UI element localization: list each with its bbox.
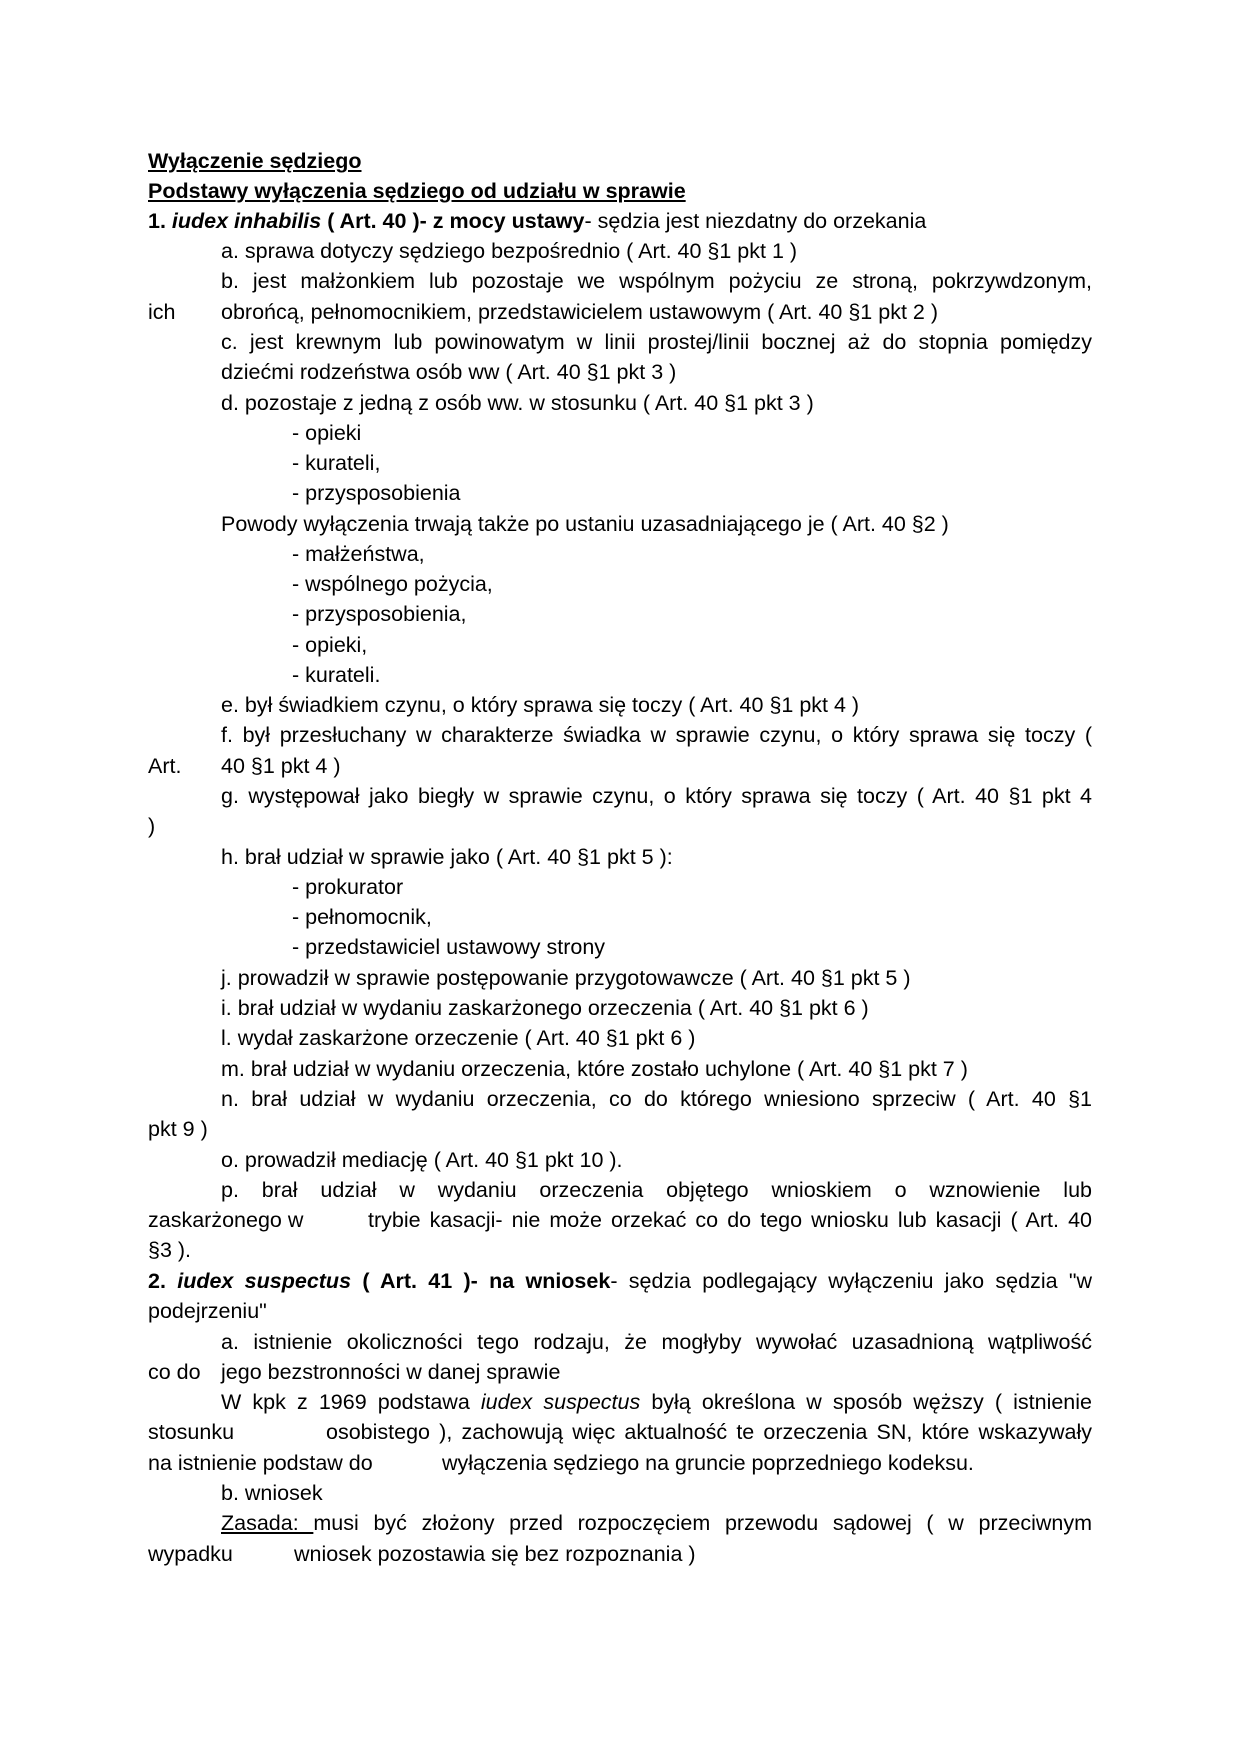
item-c-line1: c. jest krewnym lub powinowatym w linii prostej/linii bocznej aż do stopnia pomiędzy	[221, 330, 1092, 354]
item-b-line2: obrońcą, pełnomocnikiem, przedstawicielem ustawowym ( Art. 40 §1 pkt 2 )	[221, 300, 938, 324]
zasada-text: musi być złożony przed rozpoczęciem przewodu sądowej ( w przeciwnym	[313, 1511, 1092, 1535]
list-item: - opieki,	[292, 633, 368, 657]
list-item: - kurateli.	[292, 663, 381, 687]
list-item: - wspólnego pożycia,	[292, 572, 493, 596]
section-1-heading	[148, 206, 926, 236]
item-m: m. brał udział w wydaniu orzeczenia, które zostało uchylone ( Art. 40 §1 pkt 7 )	[221, 1057, 968, 1081]
item-f-line1: f. był przesłuchany w charakterze świadka w sprawie czynu, o który sprawa się toczy (	[221, 723, 1092, 747]
item-b-ich: ich	[148, 300, 176, 324]
item-p-line3: §3 ).	[148, 1238, 192, 1262]
section-1-description: - sędzia jest niezdatny do orzekania	[584, 209, 927, 233]
item-a: a. sprawa dotyczy sędziego bezpośrednio ( Art. 40 §1 pkt 1 )	[221, 239, 798, 263]
item-d: d. pozostaje z jedną z osób ww. w stosunku ( Art. 40 §1 pkt 3 )	[221, 391, 814, 415]
section-1-number: 1.	[148, 209, 172, 233]
item-o: o. prowadził mediację ( Art. 40 §1 pkt 10 ).	[221, 1148, 623, 1172]
zasada-line2a: wypadku	[148, 1542, 233, 1566]
item-p-line2b: trybie kasacji- nie może orzekać co do tego wniosku lub kasacji ( Art. 40	[368, 1208, 1092, 1232]
item-j: j. prowadził w sprawie postępowanie przygotowawcze ( Art. 40 §1 pkt 5 )	[221, 966, 911, 990]
section-2-description: - sędzia podlegający wyłączeniu jako sędzia "w	[610, 1269, 1093, 1293]
item-c-line2: dziećmi rodzeństwa osób ww ( Art. 40 §1 pkt 3 )	[221, 360, 677, 384]
section-2-description-line2: podejrzeniu"	[148, 1299, 267, 1323]
section-2-item-a-codo: co do	[148, 1360, 201, 1384]
page-title: Wyłączenie sędziego	[148, 149, 362, 173]
item-g-line2: )	[148, 814, 156, 838]
kpk-line2b: osobistego ), zachowują więc aktualność te orzeczenia SN, które wskazywały	[326, 1420, 1092, 1444]
section-2-article: ( Art. 41 )- na wniosek	[351, 1269, 611, 1293]
section-1-term: iudex inhabilis	[171, 209, 322, 233]
item-l: l. wydał zaskarżone orzeczenie ( Art. 40 §1 pkt 6 )	[221, 1026, 696, 1050]
item-n-line2: pkt 9 )	[148, 1117, 208, 1141]
list-item: - pełnomocnik,	[292, 905, 432, 929]
item-i: i. brał udział w wydaniu zaskarżonego orzeczenia ( Art. 40 §1 pkt 6 )	[221, 996, 869, 1020]
zasada-label: Zasada:	[221, 1511, 314, 1535]
kpk-text: W kpk z 1969 podstawa	[221, 1390, 481, 1414]
list-item: - przysposobienia,	[292, 602, 467, 626]
zasada-line2b: wniosek pozostawia się bez rozpoznania )	[294, 1542, 696, 1566]
item-h: h. brał udział w sprawie jako ( Art. 40 §1 pkt 5 ):	[221, 845, 673, 869]
section-2-item-b: b. wniosek	[221, 1481, 323, 1505]
item-n-line1: n. brał udział w wydaniu orzeczenia, co do którego wniesiono sprzeciw ( Art. 40 §1	[221, 1087, 1092, 1111]
section-2-item-a-line2: jego bezstronności w danej sprawie	[221, 1360, 561, 1384]
list-item: - małżeństwa,	[292, 542, 425, 566]
section-2-term: iudex suspectus	[177, 1269, 352, 1293]
item-f-art: Art.	[148, 754, 182, 778]
section-2-number: 2.	[148, 1269, 178, 1293]
section-2-heading	[148, 1266, 1092, 1296]
item-p-line1: p. brał udział w wydaniu orzeczenia objętego wnioskiem o wznowienie lub	[221, 1178, 1092, 1202]
powody-line: Powody wyłączenia trwają także po ustaniu uzasadniającego je ( Art. 40 §2 )	[221, 512, 949, 536]
kpk-line3a: na istnienie podstaw do	[148, 1451, 373, 1475]
item-b-line1: b. jest małżonkiem lub pozostaje we wspólnym pożyciu ze stroną, pokrzywdzonym,	[221, 269, 1092, 293]
zasada-line1	[221, 1508, 1092, 1538]
kpk-line2a: stosunku	[148, 1420, 235, 1444]
list-item: - kurateli,	[292, 451, 381, 475]
item-f-line2: 40 §1 pkt 4 )	[221, 754, 341, 778]
section-heading: Podstawy wyłączenia sędziego od udziału w sprawie	[148, 179, 686, 203]
section-2-item-a-line1: a. istnienie okoliczności tego rodzaju, że mogłyby wywołać uzasadnioną wątpliwość	[221, 1330, 1092, 1354]
kpk-line1	[221, 1387, 1092, 1417]
kpk-line3b: wyłączenia sędziego na gruncie poprzedniego kodeksu.	[442, 1451, 974, 1475]
item-e: e. był świadkiem czynu, o który sprawa się toczy ( Art. 40 §1 pkt 4 )	[221, 693, 860, 717]
item-p-line2a: zaskarżonego w	[148, 1208, 304, 1232]
section-1-article: ( Art. 40 )- z mocy ustawy	[321, 209, 585, 233]
list-item: - przedstawiciel ustawowy strony	[292, 935, 606, 959]
kpk-term: iudex suspectus	[480, 1390, 641, 1414]
kpk-text: byłą określona w sposób węższy ( istnienie	[640, 1390, 1093, 1414]
list-item: - prokurator	[292, 875, 404, 899]
item-g-line1: g. występował jako biegły w sprawie czynu, o który sprawa się toczy ( Art. 40 §1 pkt 4	[221, 784, 1092, 808]
list-item: - opieki	[292, 421, 362, 445]
list-item: - przysposobienia	[292, 481, 461, 505]
